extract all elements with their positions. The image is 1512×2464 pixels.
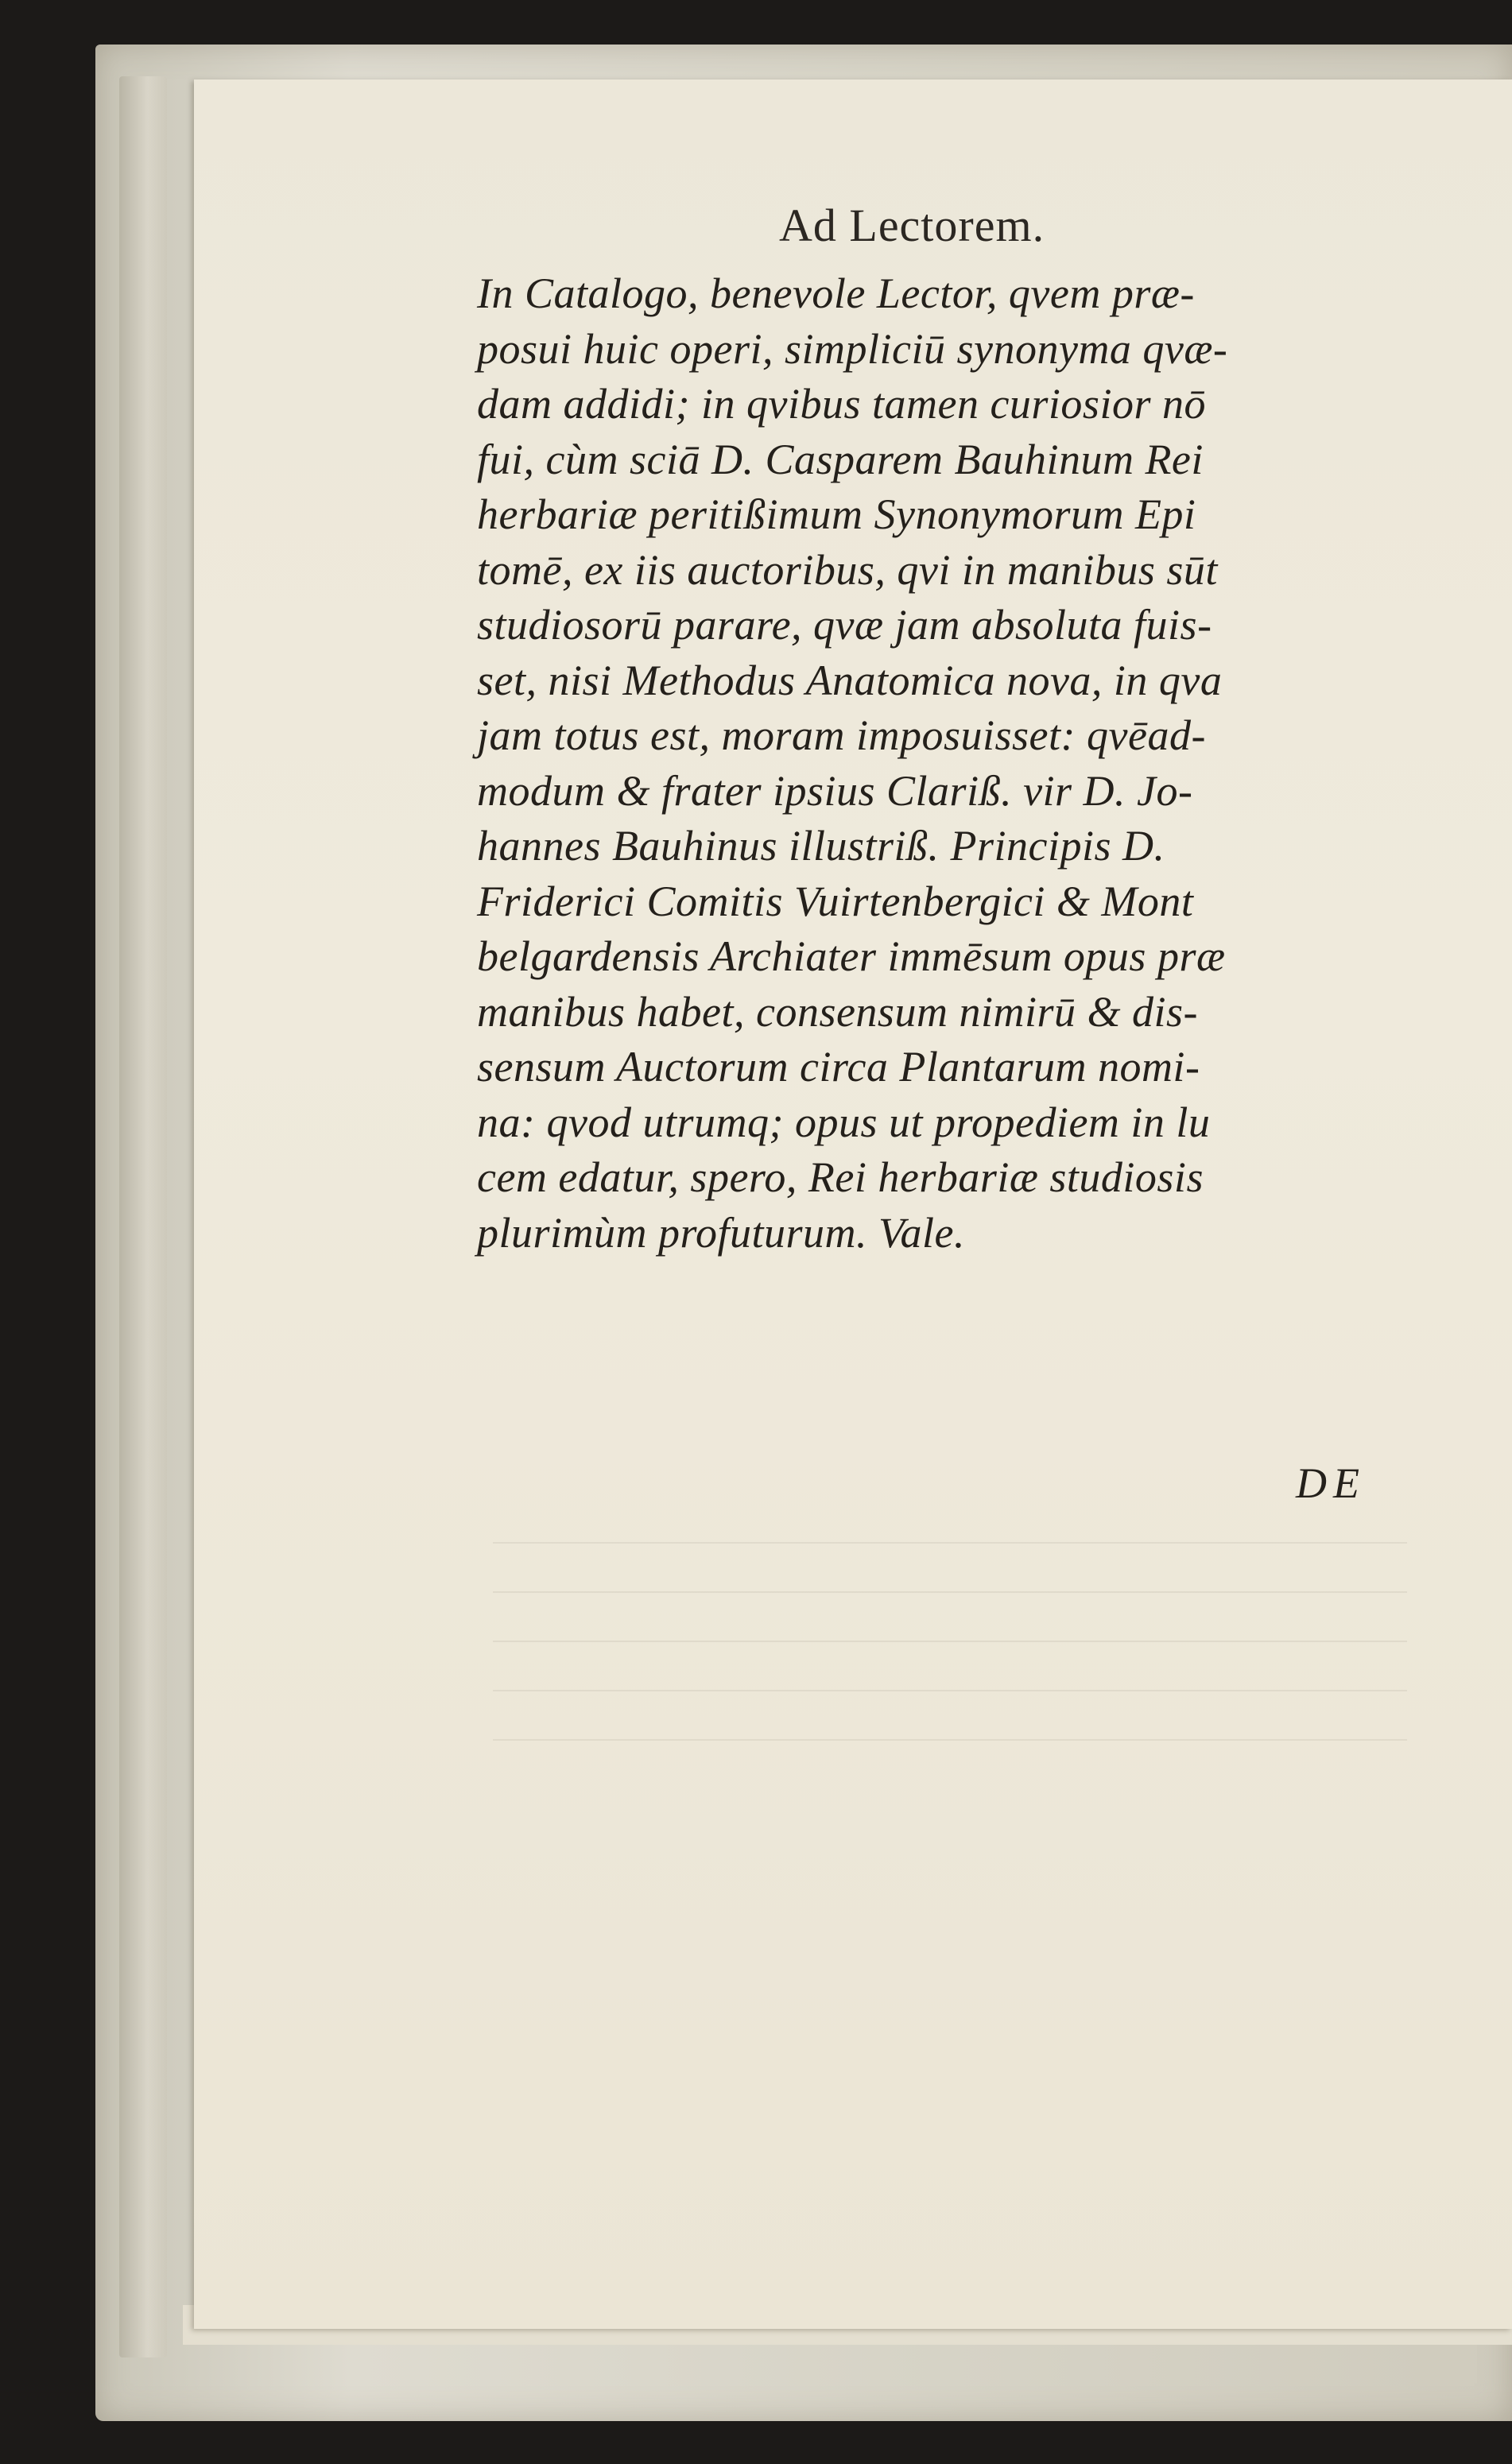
body-text [477,266,1431,1261]
text-line: hannes Bauhinus illustriß. Principis D. [477,822,1165,870]
ink-show-through [493,1494,1407,1749]
text-line: modum & frater ipsius Clariß. vir D. Jo- [477,766,1193,815]
text-line: na: qvod utrumq; opus ut propediem in lu [477,1098,1211,1146]
text-line: sensum Auctorum circa Plantarum nomi- [477,1043,1200,1091]
text-line: Friderici Comitis Vuirtenbergici & Mont [477,877,1194,925]
text-line: set, nisi Methodus Anatomica nova, in qva [477,656,1223,704]
text-line: jam totus est, moram imposuisset: qvēad- [477,711,1206,759]
text-line: manibus habet, consensum nimirū & dis- [477,987,1198,1036]
text-line: posui huic operi, simpliciū synonyma qvæ- [477,324,1228,373]
text-line: cem edatur, spero, Rei herbariæ studiosis [477,1153,1204,1201]
page-title: Ad Lectorem. [779,200,1045,251]
text-line: studiosorū parare, qvæ jam absoluta fuis- [477,601,1212,649]
catchword: DE [1296,1459,1366,1507]
text-line: tomē, ex iis auctoribus, qvi in manibus sūt [477,545,1218,594]
text-line: plurimùm profuturum. Vale. [477,1208,966,1257]
binding-fold [119,76,167,2357]
text-line: belgardensis Archiater immēsum opus præ [477,932,1226,980]
text-line: In Catalogo, benevole Lector, qvem præ- [477,269,1195,317]
text-line: fui, cùm sciā D. Casparem Bauhinum Rei [477,435,1204,483]
text-line: herbariæ peritißimum Synonymorum Epi [477,490,1196,538]
text-line: dam addidi; in qvibus tamen curiosior nō [477,380,1206,428]
